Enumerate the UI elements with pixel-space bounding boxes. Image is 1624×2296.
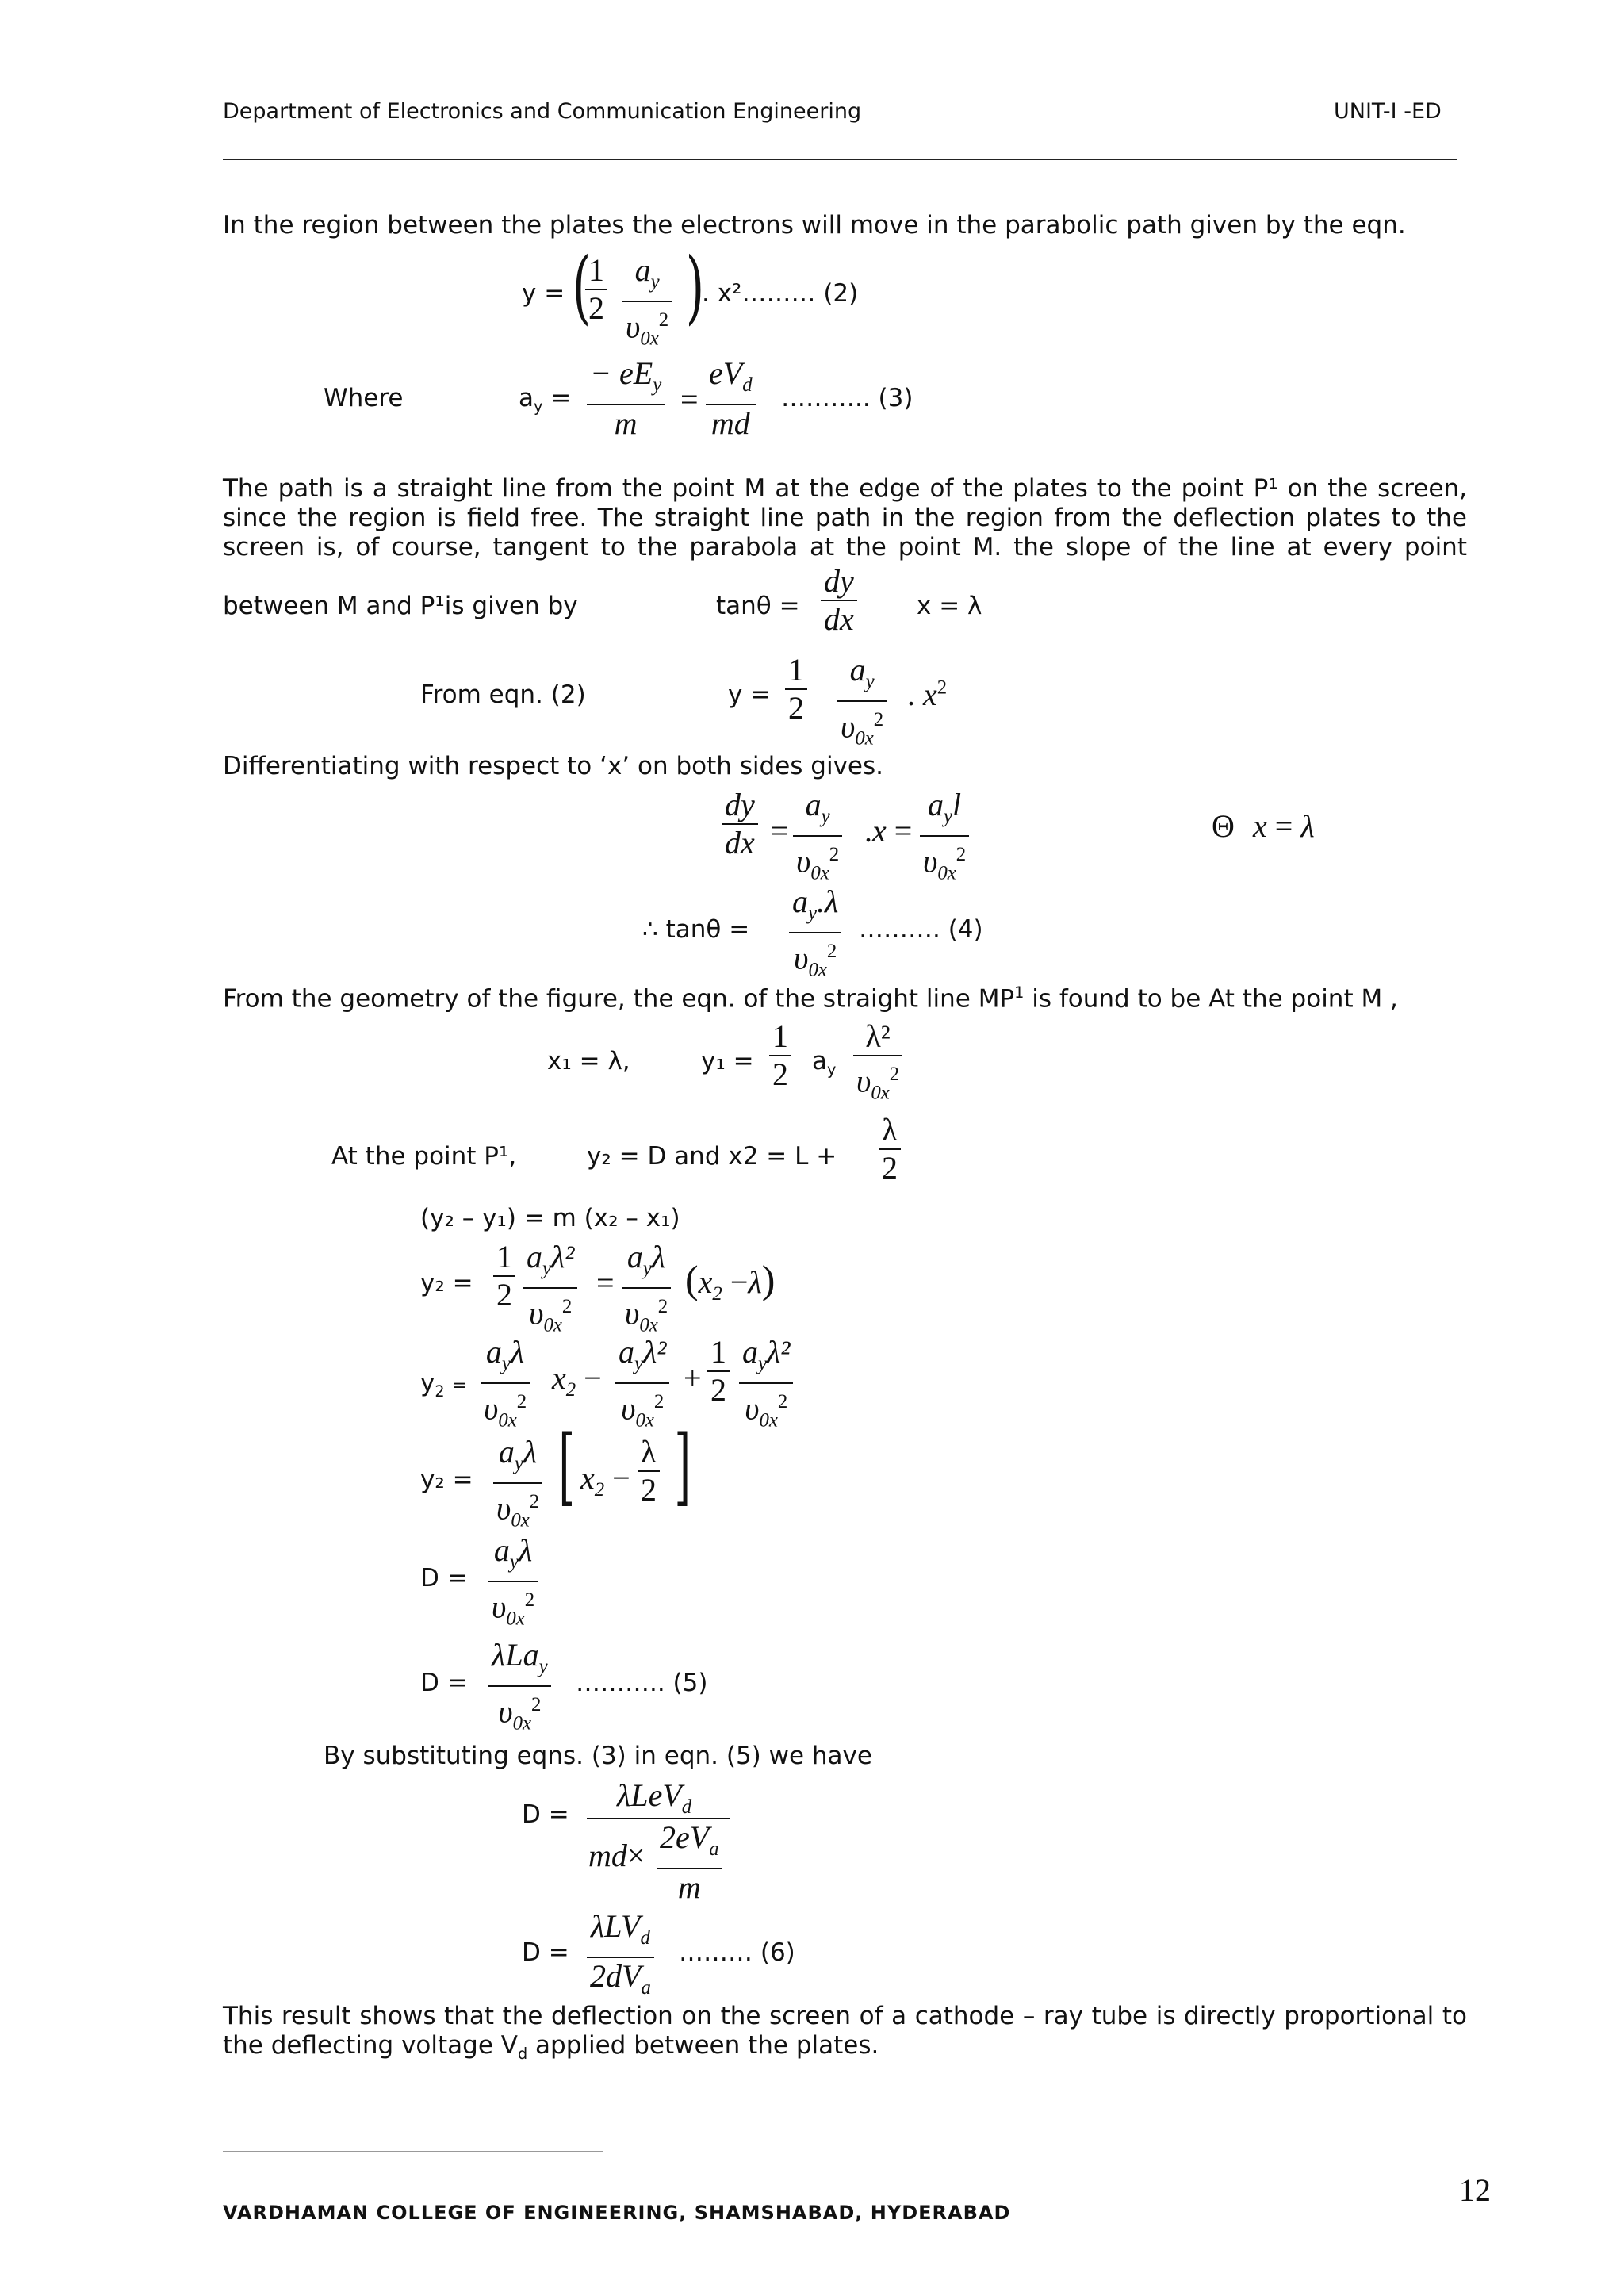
eq2-fraction-half: 1 2 (585, 252, 607, 327)
y2c-fraction: $a_y\lambda$ $\upsilon_{0x}^2$ (493, 1434, 542, 1539)
y2b-fraction-2: $a_y\lambda^2$ $\upsilon_{0x}^2$ (615, 1334, 669, 1439)
eq2-tag: . x²……… (2) (702, 279, 859, 308)
x1-value: x₁ = λ, (547, 1047, 630, 1075)
y2b-fraction-3: $a_y\lambda^2$ $\upsilon_{0x}^2$ (739, 1334, 793, 1439)
deriv-equals-1: = (771, 813, 789, 849)
y2c-right-bracket: ] (674, 1417, 691, 1515)
Da-lhs: D = (420, 1564, 468, 1593)
eq6-lhs: D = (522, 1938, 569, 1967)
from2-lhs: y = (728, 680, 772, 709)
paragraph-intro: In the region between the plates the electrons will move in the parabolic path given by the eqn. (223, 211, 1406, 240)
deriv-fraction-ay: $a_y$ $\upsilon_{0x}^2$ (793, 787, 842, 891)
footer-college: VARDHAMAN COLLEGE OF ENGINEERING, SHAMSHABAD, HYDERABAD (223, 2202, 1011, 2224)
header-unit: UNIT-I -ED (1334, 99, 1442, 124)
deriv-dot-x: .x = (864, 813, 913, 849)
slope-fraction-dydx: dy dx (821, 563, 857, 638)
because-symbol: Θ (1212, 808, 1235, 844)
y2c-fraction-half-lambda: λ 2 (638, 1434, 660, 1508)
eq2-right-paren: ) (685, 240, 705, 333)
eq3-lhs: $a_y$ = (519, 384, 572, 416)
eq2-left-paren: ( (572, 240, 592, 333)
y2a-fraction-half: 1 2 (493, 1239, 515, 1313)
eq4-tag: ………. (4) (859, 915, 983, 944)
y2b-fraction-1: $a_y\lambda$ $\upsilon_{0x}^2$ (481, 1334, 530, 1439)
y2b-x2-minus: $x_2$ − (552, 1360, 602, 1401)
y2c-left-bracket: [ (558, 1417, 576, 1515)
because-condition: x = λ (1253, 808, 1315, 844)
header-rule (223, 159, 1457, 160)
eq3-equals: = (680, 381, 699, 417)
where-label: Where (324, 384, 404, 412)
paragraph-result (223, 2002, 1467, 2068)
y2a-paren-term: $(x_2 -\lambda)$ (685, 1257, 776, 1305)
paragraph-geometry-text: From the geometry of the figure, the eqn. of the straight line MP (223, 984, 1015, 1014)
paragraph-result-sub: d (517, 2045, 528, 2064)
eq2-fraction-ay: $a_y$ $\upsilon_{0x}^2$ (622, 252, 672, 357)
eq6-fraction: λLV$_d$ $2dV_a$ (587, 1908, 654, 2007)
from2-fraction-ay: $a_y$ $\upsilon_{0x}^2$ (837, 652, 887, 757)
Dc-inner-fraction: $2eV_a$ m (657, 1819, 722, 1906)
paragraph-geometry (223, 983, 1398, 1013)
point-p-rest: y₂ = D and x2 = L + (587, 1142, 837, 1171)
eq3-tag: ……….. (3) (781, 384, 914, 412)
point-p-label: At the point P¹, (331, 1142, 517, 1171)
Da-fraction: $a_y\lambda$ $\upsilon_{0x}^2$ (488, 1532, 538, 1637)
from-eqn2-label: From eqn. (2) (420, 680, 586, 709)
eq4-lhs: ∴ tanθ = (642, 915, 750, 944)
y2b-fraction-half: 1 2 (707, 1334, 730, 1409)
eq3-fraction-eEy: − $eE_y$ m (587, 355, 665, 442)
y1-lhs: y₁ = (701, 1047, 754, 1075)
paragraph-path: The path is a straight line from the point M at the edge of the plates to the point P¹ on the screen, since the region is field free. The straight line path in the region from the deflection plates to the screen is, of course, tangent to the parabola at the point M. the slope of the line at every point (223, 474, 1467, 562)
y1-fraction-lambda2: λ² $\upsilon_{0x}^2$ (853, 1018, 902, 1111)
footer-rule (223, 2151, 603, 2152)
tan-label: tanθ = (716, 592, 800, 620)
from2-x2: . $x^2$ (907, 677, 948, 712)
eq5-fraction: λLa$_y$ $\upsilon_{0x}^2$ (488, 1637, 551, 1742)
slope-condition: x = λ (917, 592, 982, 620)
y2c-x2-minus: $x_2$ − (580, 1460, 630, 1501)
eq6-tag: ……… (6) (679, 1938, 795, 1967)
eq3-fraction-eVd: $eV_d$ md (706, 355, 756, 442)
y1-fraction-half: 1 2 (769, 1018, 791, 1093)
header-department: Department of Electronics and Communication Engineering (223, 99, 862, 124)
y1-ay: $a_y$ (812, 1047, 837, 1079)
paragraph-result-tail: applied between the plates. (527, 2031, 879, 2060)
paragraph-substituting: By substituting eqns. (3) in eqn. (5) we have (324, 1742, 872, 1770)
paragraph-geometry-tail: is found to be At the point M , (1024, 984, 1398, 1014)
deriv-fraction-dydx: dy dx (722, 787, 758, 861)
eq2-lhs: y = (522, 279, 565, 308)
Dc-lhs: D = (522, 1800, 569, 1829)
eq5-lhs: D = (420, 1669, 468, 1697)
y2a-equals: = (596, 1265, 615, 1301)
paragraph-result-text: This result shows that the deflection on the screen of a cathode – ray tube is directly proportional to the deflecting voltage V (223, 2002, 1467, 2060)
page-number: 12 (1459, 2172, 1491, 2208)
paragraph-path-tail: between M and P¹is given by (223, 592, 578, 620)
y2c-lhs: y₂ = (420, 1466, 473, 1494)
eq4-fraction: $a_y.\lambda$ $\upsilon_{0x}^2$ (789, 884, 841, 988)
paragraph-differentiating: Differentiating with respect to ‘x’ on both sides gives. (223, 752, 884, 780)
y2a-fraction-2: $a_y\lambda$ $\upsilon_{0x}^2$ (622, 1239, 671, 1343)
Dc-numerator: λLeV$_d$ (617, 1777, 692, 1818)
y2b-lhs: $y_2$ = (420, 1369, 467, 1401)
y2a-lhs: y₂ = (420, 1269, 473, 1297)
deriv-fraction-ayl: $a_yl$ $\upsilon_{0x}^2$ (920, 787, 969, 891)
eq5-tag: ……….. (5) (576, 1669, 708, 1697)
line-equation: (y₂ – y₁) = m (x₂ – x₁) (420, 1204, 680, 1232)
Dc-md-times: md× (588, 1838, 645, 1873)
paragraph-geometry-sup: 1 (1014, 983, 1025, 1002)
point-p-fraction: λ 2 (879, 1112, 901, 1186)
y2a-fraction-1: $a_y\lambda^2$ $\upsilon_{0x}^2$ (523, 1239, 577, 1343)
y2b-plus: + (684, 1360, 702, 1396)
from2-fraction-half: 1 2 (785, 652, 807, 726)
